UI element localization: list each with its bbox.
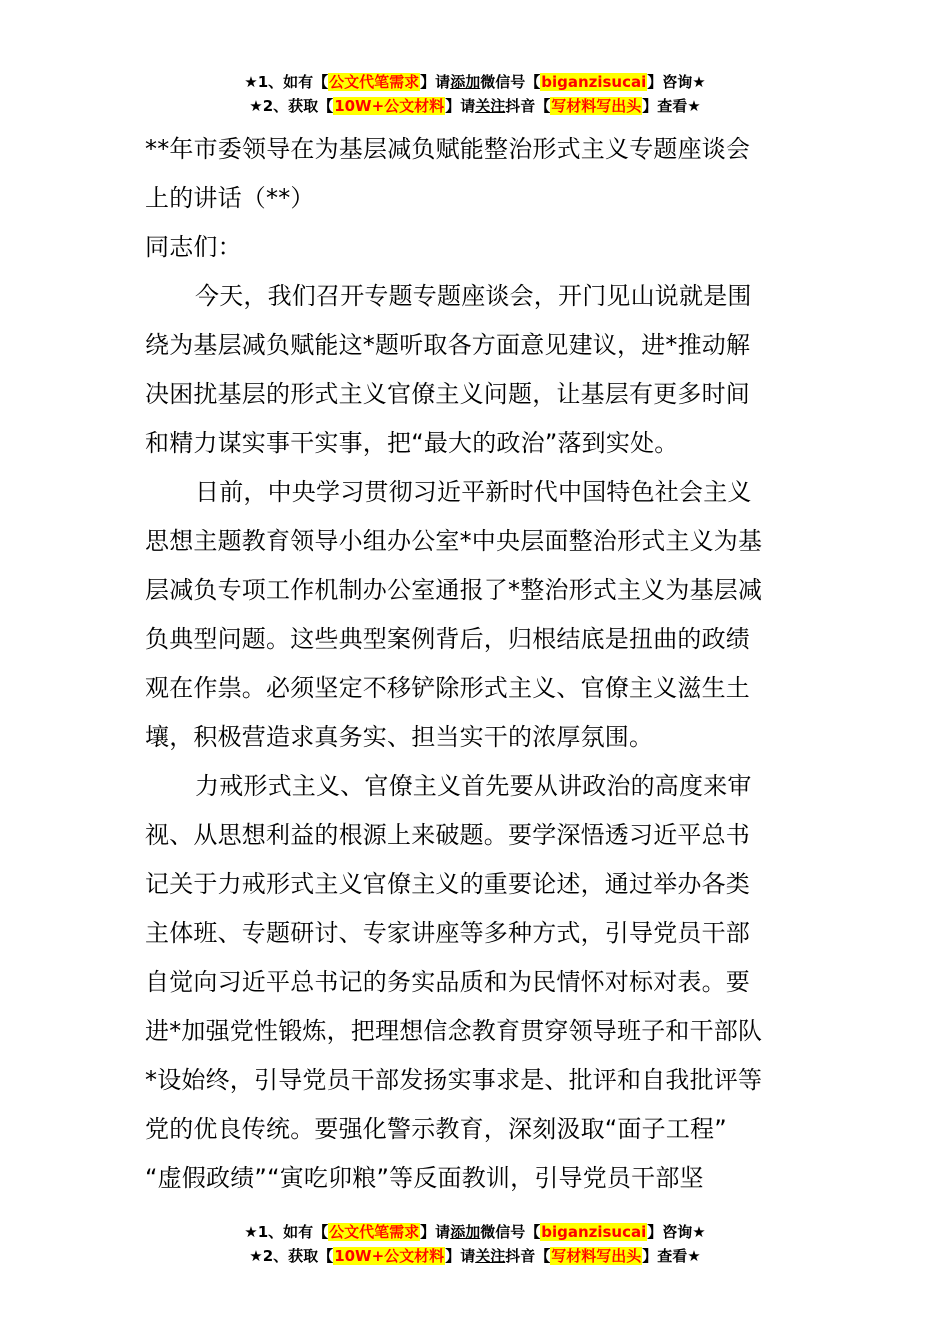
paragraph-line: 自觉向习近平总书记的务实品质和为民情怀对标对表。要 bbox=[145, 968, 750, 996]
salutation: 同志们： bbox=[145, 233, 242, 261]
banner-text: 】咨询★ bbox=[647, 73, 706, 91]
banner-text: ★2、获取【 bbox=[249, 1247, 334, 1265]
document-title-line: 上的讲话（**） bbox=[145, 184, 315, 212]
banner-text: 】咨询★ bbox=[647, 1223, 706, 1241]
paragraph-line: 力戒形式主义、官僚主义首先要从讲政治的高度来审 bbox=[195, 772, 752, 800]
banner-underlined-text: 添加 bbox=[450, 73, 481, 91]
banner-highlight: 公文代笔需求 bbox=[329, 73, 420, 91]
banner-text: 抖音【 bbox=[505, 97, 551, 115]
banner-line-1 bbox=[0, 1220, 950, 1244]
banner-underlined-text: 添加 bbox=[450, 1223, 481, 1241]
paragraph-line: 绕为基层减负赋能这*题听取各方面意见建议，进*推动解 bbox=[145, 331, 751, 359]
paragraph-line: “虚假政绩”“寅吃卯粮”等反面教训，引导党员干部坚 bbox=[145, 1164, 704, 1192]
banner-highlight: 10W+公文材料 bbox=[334, 97, 445, 115]
paragraph-line: 思想主题教育领导小组办公室*中央层面整治形式主义为基 bbox=[145, 527, 763, 555]
banner-highlight: 写材料写出头 bbox=[551, 97, 642, 115]
banner-highlight: biganzisucai bbox=[541, 73, 647, 91]
banner-text: 】查看★ bbox=[642, 1247, 701, 1265]
footer-banner bbox=[0, 1220, 950, 1268]
document-body bbox=[145, 125, 810, 1203]
banner-line-1 bbox=[0, 70, 950, 94]
banner-text: ★1、如有【 bbox=[244, 73, 329, 91]
paragraph-line: 进*加强党性锻炼，把理想信念教育贯穿领导班子和干部队 bbox=[145, 1017, 763, 1045]
paragraph-line: 壤，积极营造求真务实、担当实干的浓厚氛围。 bbox=[145, 723, 654, 751]
banner-underlined-text: 关注 bbox=[475, 97, 506, 115]
paragraph-line: 日前，中央学习贯彻习近平新时代中国特色社会主义 bbox=[195, 478, 752, 506]
paragraph-line: 主体班、专题研讨、专家讲座等多种方式，引导党员干部 bbox=[145, 919, 750, 947]
paragraph-line: 决困扰基层的形式主义官僚主义问题，让基层有更多时间 bbox=[145, 380, 750, 408]
paragraph-line: 层减负专项工作机制办公室通报了*整治形式主义为基层减 bbox=[145, 576, 763, 604]
banner-text: 】请 bbox=[445, 97, 476, 115]
paragraph-line: 记关于力戒形式主义官僚主义的重要论述，通过举办各类 bbox=[145, 870, 750, 898]
document-title-line: **年市委领导在为基层减负赋能整治形式主义专题座谈会 bbox=[145, 135, 751, 163]
banner-line-2 bbox=[0, 94, 950, 118]
banner-text: 】请 bbox=[420, 73, 451, 91]
banner-highlight: biganzisucai bbox=[541, 1223, 647, 1241]
banner-text: 微信号【 bbox=[480, 73, 541, 91]
header-banner bbox=[0, 70, 950, 118]
paragraph-line: 今天，我们召开专题专题座谈会，开门见山说就是围 bbox=[195, 282, 752, 310]
paragraph-line: 负典型问题。这些典型案例背后，归根结底是扭曲的政绩 bbox=[145, 625, 750, 653]
paragraph-line: 和精力谋实事干实事，把“最大的政治”落到实处。 bbox=[145, 429, 679, 457]
banner-text: 抖音【 bbox=[505, 1247, 551, 1265]
banner-text: ★2、获取【 bbox=[249, 97, 334, 115]
paragraph-line: 视、从思想利益的根源上来破题。要学深悟透习近平总书 bbox=[145, 821, 750, 849]
banner-underlined-text: 关注 bbox=[475, 1247, 506, 1265]
banner-text: 】请 bbox=[445, 1247, 476, 1265]
paragraph-line: 观在作祟。必须坚定不移铲除形式主义、官僚主义滋生土 bbox=[145, 674, 750, 702]
banner-text: 微信号【 bbox=[480, 1223, 541, 1241]
banner-line-2 bbox=[0, 1244, 950, 1268]
banner-highlight: 10W+公文材料 bbox=[334, 1247, 445, 1265]
banner-highlight: 写材料写出头 bbox=[551, 1247, 642, 1265]
banner-text: 】请 bbox=[420, 1223, 451, 1241]
paragraph-line: 党的优良传统。要强化警示教育，深刻汲取“面子工程” bbox=[145, 1115, 727, 1143]
paragraph-line: *设始终，引导党员干部发扬实事求是、批评和自我批评等 bbox=[145, 1066, 763, 1094]
banner-text: 】查看★ bbox=[642, 97, 701, 115]
banner-text: ★1、如有【 bbox=[244, 1223, 329, 1241]
banner-highlight: 公文代笔需求 bbox=[329, 1223, 420, 1241]
